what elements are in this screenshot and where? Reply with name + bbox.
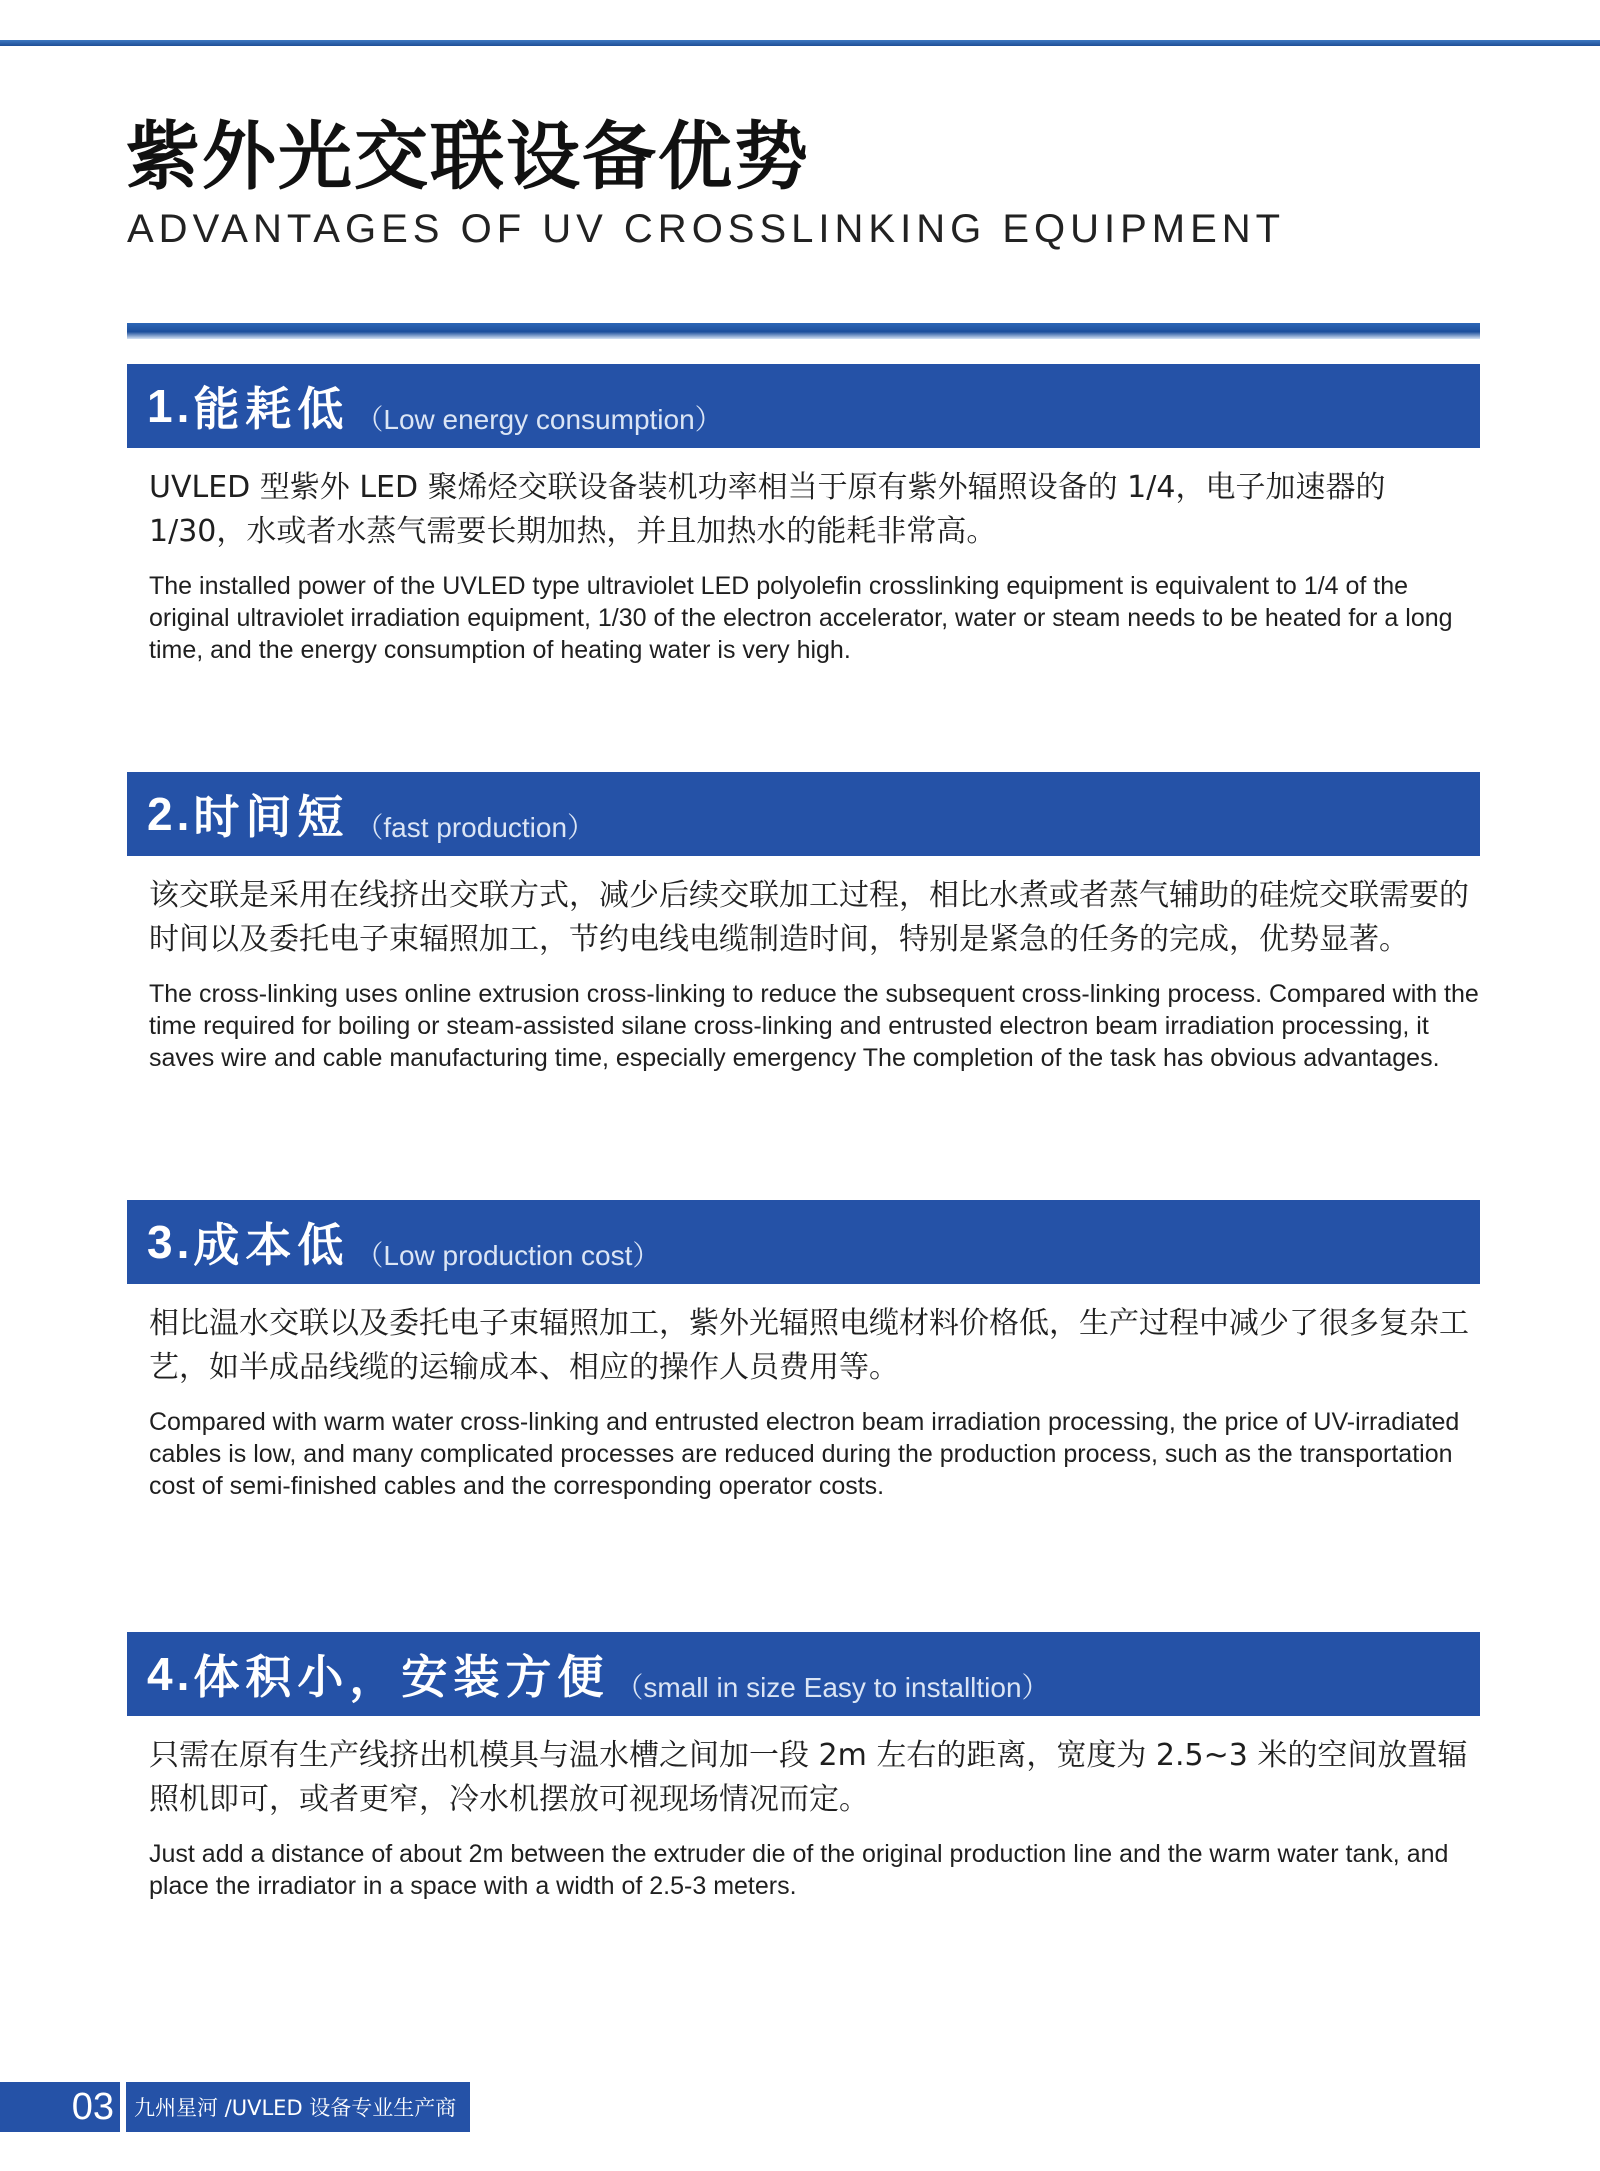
section-number: 3. bbox=[147, 1216, 194, 1268]
section-number: 1. bbox=[147, 380, 194, 432]
page-title-zh: 紫外光交联设备优势 bbox=[126, 114, 810, 200]
section-number: 2. bbox=[147, 788, 194, 840]
section-body-zh: 相比温水交联以及委托电子束辐照加工，紫外光辐照电缆材料价格低，生产过程中减少了很多复杂工艺，如半成品线缆的运输成本、相应的操作人员费用等。 bbox=[149, 1306, 1469, 1385]
section-body-zh: 该交联是采用在线挤出交联方式，减少后续交联加工过程，相比水煮或者蒸气辅助的硅烷交联需要的时间以及委托电子束辐照加工，节约电线电缆制造时间，特别是紧急的任务的完成，优势显著。 bbox=[149, 878, 1469, 957]
section-time bbox=[127, 772, 1480, 1074]
section-title-en: （fast production） bbox=[355, 812, 596, 843]
section-body-en: Just add a distance of about 2m between the extruder die of the original production line and the warm water tank, and place the irradiator in a space with a width of 2.5-3 meters. bbox=[149, 1840, 1449, 1900]
section-body-en: The cross-linking uses online extrusion cross-linking to reduce the subsequent cross-linking process. Compared with the time required for boiling or steam-assisted silane cross-linking and entrusted electron beam irradiation processing, it saves wire and cable manufacturing time, especially emergency The completion of the task has obvious advantages. bbox=[149, 980, 1479, 1072]
section-title-zh: 成本低 bbox=[193, 1218, 350, 1272]
page-title-en: ADVANTAGES OF UV CROSSLINKING EQUIPMENT bbox=[127, 207, 1286, 251]
section-header bbox=[127, 772, 1480, 856]
section-title-en: （Low energy consumption） bbox=[355, 404, 723, 435]
section-header bbox=[127, 364, 1480, 448]
section-energy bbox=[127, 364, 1480, 666]
footer-label: 九州星河 /UVLED 设备专业生产商 bbox=[126, 2082, 470, 2132]
section-cost bbox=[127, 1200, 1480, 1502]
section-title-zh: 能耗低 bbox=[193, 382, 350, 436]
section-body-en: The installed power of the UVLED type ultraviolet LED polyolefin crosslinking equipment is equivalent to 1/4 of the original ultraviolet irradiation equipment, 1/30 of the electron accelerator, water or steam needs to be heated for a long time, and the energy consumption of heating water is very high. bbox=[149, 572, 1453, 664]
section-header bbox=[127, 1200, 1480, 1284]
accent-bar bbox=[127, 323, 1480, 339]
section-header bbox=[127, 1632, 1480, 1716]
section-title-zh: 时间短 bbox=[193, 790, 350, 844]
section-body-en: Compared with warm water cross-linking and entrusted electron beam irradiation processing, the price of UV-irradiated cables is low, and many complicated processes are reduced during the production process, such as the transportation cost of semi-finished cables and the corresponding operator costs. bbox=[149, 1408, 1460, 1500]
section-title-en: （small in size Easy to installtion） bbox=[615, 1672, 1050, 1703]
page-number: 03 bbox=[0, 2082, 120, 2132]
section-title-zh: 体积小，安装方便 bbox=[193, 1650, 610, 1704]
section-title-en: （Low production cost） bbox=[355, 1240, 661, 1271]
section-body-zh: UVLED 型紫外 LED 聚烯烃交联设备装机功率相当于原有紫外辐照设备的 1/4，电子加速器的 1/30，水或者水蒸气需要长期加热，并且加热水的能耗非常高。 bbox=[149, 470, 1386, 549]
section-body-zh: 只需在原有生产线挤出机模具与温水槽之间加一段 2m 左右的距离，宽度为 2.5~3 米的空间放置辐照机即可，或者更窄，冷水机摆放可视现场情况而定。 bbox=[149, 1738, 1468, 1817]
section-size bbox=[127, 1632, 1480, 1902]
section-number: 4. bbox=[147, 1648, 194, 1700]
top-rule bbox=[0, 40, 1600, 46]
